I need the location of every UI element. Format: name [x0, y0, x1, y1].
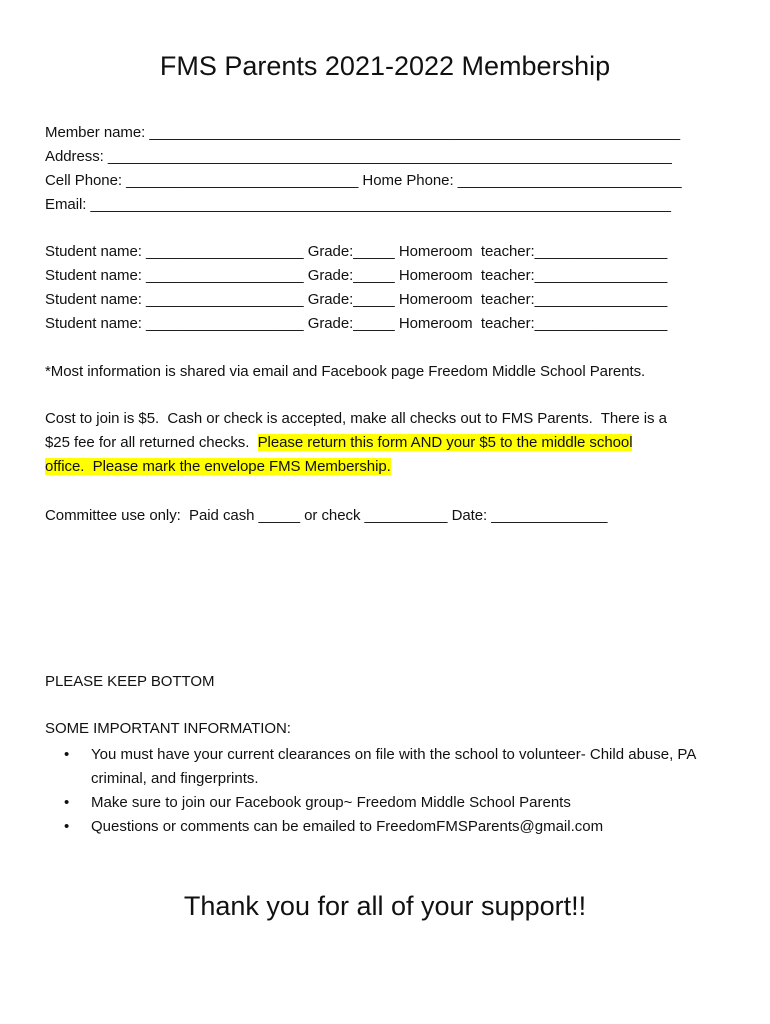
page-title: FMS Parents 2021-2022 Membership [159, 51, 611, 81]
keep-bottom-heading: PLEASE KEEP BOTTOM [45, 673, 215, 690]
cost-line-2 [45, 433, 632, 453]
committee-line: Committee use only: Paid cash _____ or check __________ Date: ______________ [45, 507, 608, 524]
list-item: Make sure to join our Facebook group~ Freedom Middle School Parents [91, 794, 571, 811]
thank-you-message: Thank you for all of your support!! [183, 891, 587, 921]
address-line: Address: ____________________________________________________________________ [45, 148, 672, 165]
member-name-line: Member name: ________________________________________________________________ [45, 124, 681, 141]
bullet-icon: • [64, 818, 70, 835]
cost-line-1: Cost to join is $5. Cash or check is accepted, make all checks out to FMS Parents. There is a [45, 410, 667, 427]
student-line: Student name: ___________________ Grade:_____ Homeroom teacher:________________ [45, 243, 668, 260]
cost-line-3 [45, 457, 391, 477]
list-item: Questions or comments can be emailed to FreedomFMSParents@gmail.com [91, 818, 604, 835]
student-line: Student name: ___________________ Grade:_____ Homeroom teacher:________________ [45, 267, 668, 284]
cost-line-2-highlight: Please return this form AND your $5 to the middle school [257, 434, 633, 451]
list-item: You must have your current clearances on file with the school to volunteer- Child abuse, PA criminal, and fingerprints. [91, 746, 696, 787]
info-note: *Most information is shared via email and Facebook page Freedom Middle School Parents. [45, 363, 646, 380]
cost-line-2-plain: $25 fee for all returned checks. [45, 434, 258, 451]
phone-line: Cell Phone: ____________________________ Home Phone: ___________________________ [45, 172, 682, 189]
email-line: Email: ______________________________________________________________________ [45, 196, 671, 213]
student-line: Student name: ___________________ Grade:_____ Homeroom teacher:________________ [45, 291, 668, 308]
bullet-icon: • [64, 794, 70, 811]
student-line: Student name: ___________________ Grade:_____ Homeroom teacher:________________ [45, 315, 668, 332]
cost-line-3-highlight: office. Please mark the envelope FMS Membership. [45, 458, 391, 475]
bullet-icon: • [64, 746, 70, 763]
important-heading: SOME IMPORTANT INFORMATION: [45, 720, 291, 737]
